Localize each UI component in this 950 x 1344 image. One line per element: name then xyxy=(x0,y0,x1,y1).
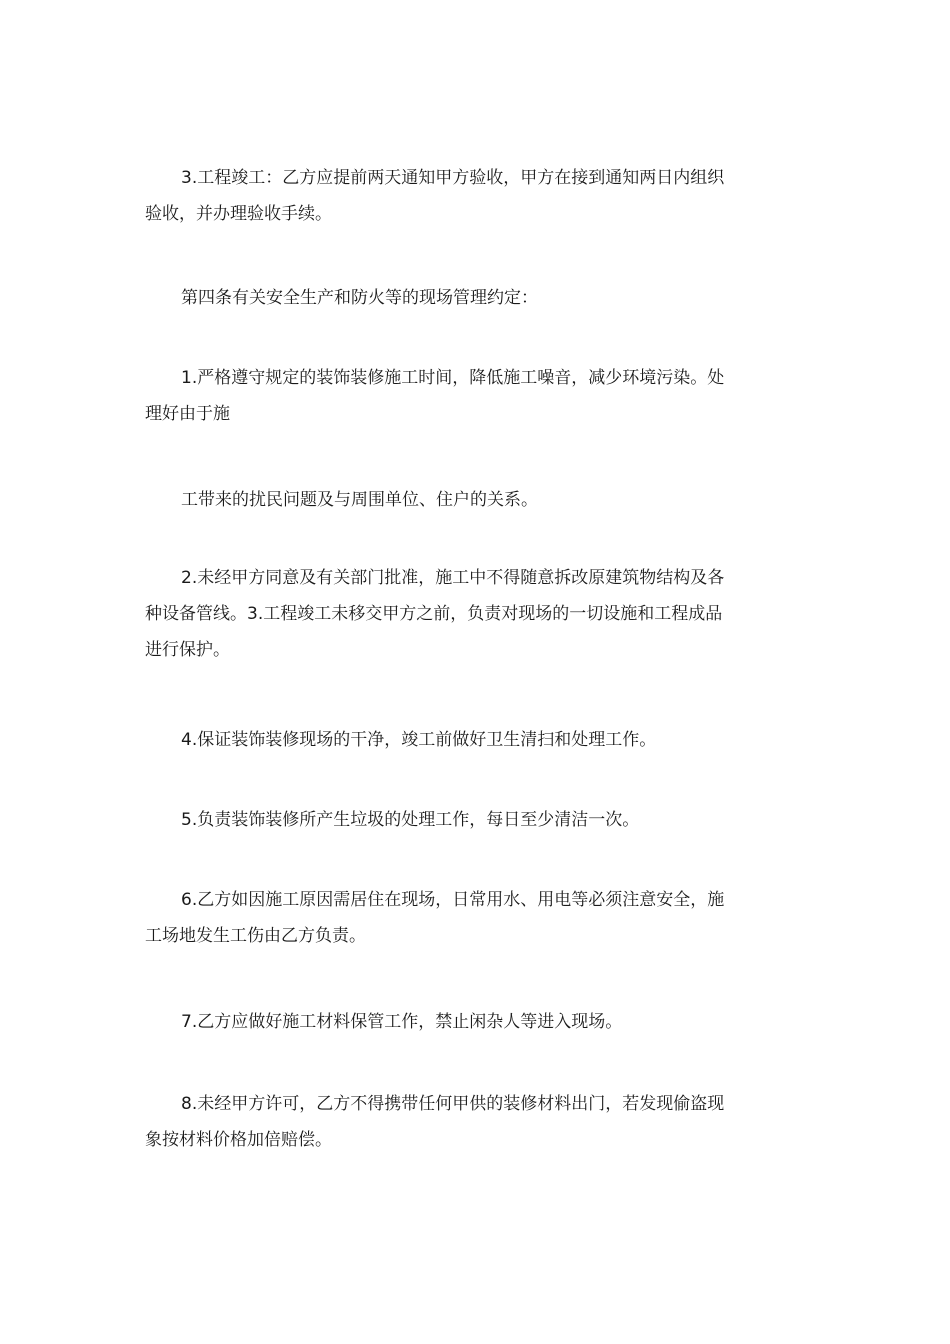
paragraph-item-1-continued xyxy=(145,482,805,518)
paragraph-item-5 xyxy=(145,802,805,838)
text-line: 4.保证装饰装修现场的干净，竣工前做好卫生清扫和处理工作。 xyxy=(181,730,657,750)
text-line: 6.乙方如因施工原因需居住在现场，日常用水、用电等必须注意安全，施 xyxy=(181,890,725,910)
text-line: 进行保护。 xyxy=(145,640,230,660)
text-line: 验收，并办理验收手续。 xyxy=(145,204,332,224)
paragraph-item-2-3 xyxy=(145,560,805,668)
article-four-heading xyxy=(145,280,805,316)
text-line: 2.未经甲方同意及有关部门批准，施工中不得随意拆改原建筑物结构及各 xyxy=(181,568,725,588)
text-line: 5.负责装饰装修所产生垃圾的处理工作，每日至少清洁一次。 xyxy=(181,810,640,830)
text-line: 工场地发生工伤由乙方负责。 xyxy=(145,926,366,946)
paragraph-item-8 xyxy=(145,1086,805,1158)
text-line: 工带来的扰民问题及与周围单位、住户的关系。 xyxy=(181,490,538,510)
paragraph-item-4 xyxy=(145,722,805,758)
text-line: 1.严格遵守规定的装饰装修施工时间，降低施工噪音，减少环境污染。处 xyxy=(181,368,725,388)
text-line: 8.未经甲方许可，乙方不得携带任何甲供的装修材料出门，若发现偷盗现 xyxy=(181,1094,725,1114)
paragraph-completion xyxy=(145,160,805,232)
paragraph-item-6 xyxy=(145,882,805,954)
text-line: 理好由于施 xyxy=(145,404,230,424)
text-line: 7.乙方应做好施工材料保管工作，禁止闲杂人等进入现场。 xyxy=(181,1012,623,1032)
text-line: 象按材料价格加倍赔偿。 xyxy=(145,1130,332,1150)
paragraph-item-7 xyxy=(145,1004,805,1040)
text-line: 3.工程竣工：乙方应提前两天通知甲方验收，甲方在接到通知两日内组织 xyxy=(181,168,725,188)
text-line: 第四条有关安全生产和防火等的现场管理约定： xyxy=(181,288,538,308)
paragraph-item-1 xyxy=(145,360,805,432)
text-line: 种设备管线。3.工程竣工未移交甲方之前，负责对现场的一切设施和工程成品 xyxy=(145,604,723,624)
